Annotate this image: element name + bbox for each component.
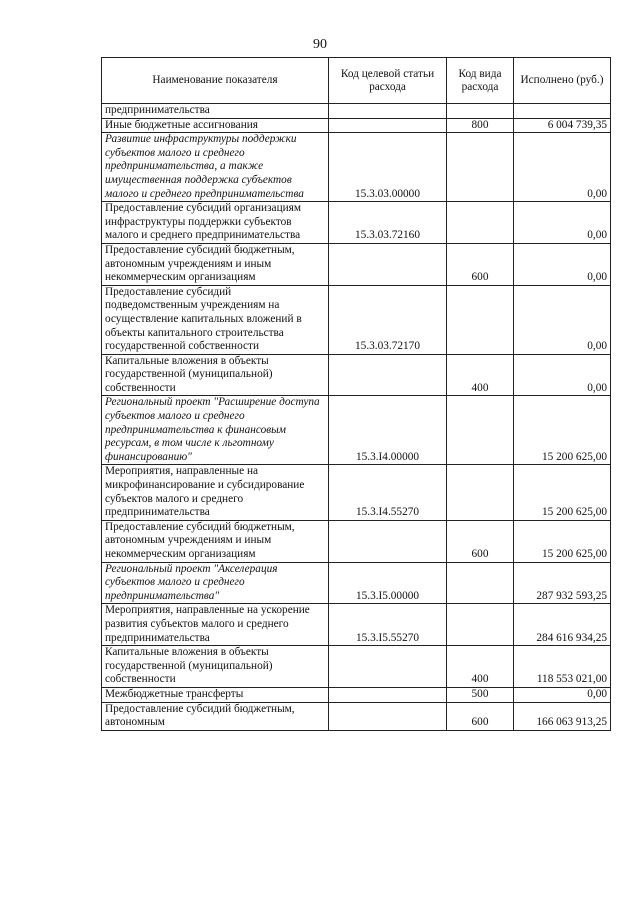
row-expense-kind: 400 xyxy=(447,646,514,688)
row-target-code xyxy=(329,243,447,285)
budget-table xyxy=(101,57,611,731)
row-indicator-name: Капитальные вложения в объекты государственной (муниципальной) собственности xyxy=(102,646,329,688)
row-expense-kind: 500 xyxy=(447,687,514,702)
row-indicator-name: Региональный проект "Акселерация субъектов малого и среднего предпринимательства" xyxy=(102,562,329,604)
row-executed-sum: 15 200 625,00 xyxy=(514,465,611,520)
row-indicator-name: Региональный проект "Расширение доступа субъектов малого и среднего предпринимательства к финансовым ресурсам, в том числе к льготному финансированию" xyxy=(102,396,329,465)
row-indicator-name: Развитие инфраструктуры поддержки субъектов малого и среднего предпринимательства, а также имущественная поддержка субъектов малого и среднего предпринимательства xyxy=(102,133,329,202)
row-indicator-name: Иные бюджетные ассигнования xyxy=(102,118,329,133)
table-row xyxy=(102,702,611,730)
row-indicator-name: Межбюджетные трансферты xyxy=(102,687,329,702)
table-row xyxy=(102,118,611,133)
row-expense-kind xyxy=(447,285,514,354)
row-executed-sum: 287 932 593,25 xyxy=(514,562,611,604)
row-executed-sum: 15 200 625,00 xyxy=(514,396,611,465)
row-indicator-name: Предоставление субсидий подведомственным учреждениям на осуществление капитальных вложений в объекты капитального строительства государственной собственности xyxy=(102,285,329,354)
row-executed-sum: 0,00 xyxy=(514,687,611,702)
table-row xyxy=(102,465,611,520)
row-expense-kind: 600 xyxy=(447,520,514,562)
row-target-code xyxy=(329,702,447,730)
row-expense-kind: 800 xyxy=(447,118,514,133)
row-expense-kind xyxy=(447,396,514,465)
row-indicator-name: Предоставление субсидий бюджетным, автономным учреждениям и иным некоммерческим организациям xyxy=(102,243,329,285)
table-row xyxy=(102,285,611,354)
table-body xyxy=(102,104,611,731)
row-target-code xyxy=(329,646,447,688)
row-indicator-name: Предоставление субсидий бюджетным, автономным xyxy=(102,702,329,730)
row-target-code: 15.3.I4.00000 xyxy=(329,396,447,465)
row-executed-sum: 0,00 xyxy=(514,243,611,285)
row-executed-sum: 0,00 xyxy=(514,285,611,354)
row-executed-sum xyxy=(514,104,611,119)
row-expense-kind: 600 xyxy=(447,702,514,730)
row-expense-kind xyxy=(447,202,514,244)
header-executed-sum: Исполнено (руб.) xyxy=(514,58,611,104)
row-indicator-name: предпринимательства xyxy=(102,104,329,119)
row-expense-kind xyxy=(447,133,514,202)
page-number: 90 xyxy=(313,37,327,52)
row-target-code xyxy=(329,104,447,119)
table-row xyxy=(102,243,611,285)
row-executed-sum: 0,00 xyxy=(514,202,611,244)
row-expense-kind xyxy=(447,562,514,604)
row-executed-sum: 6 004 739,35 xyxy=(514,118,611,133)
row-expense-kind xyxy=(447,604,514,646)
row-expense-kind xyxy=(447,465,514,520)
row-executed-sum: 284 616 934,25 xyxy=(514,604,611,646)
table-row xyxy=(102,646,611,688)
table-row xyxy=(102,202,611,244)
table-header-row xyxy=(102,58,611,104)
row-target-code xyxy=(329,520,447,562)
row-indicator-name: Предоставление субсидий организациям инфраструктуры поддержки субъектов малого и среднего предпринимательства xyxy=(102,202,329,244)
row-target-code: 15.3.I4.55270 xyxy=(329,465,447,520)
row-executed-sum: 166 063 913,25 xyxy=(514,702,611,730)
header-expense-kind: Код вида расхода xyxy=(447,58,514,104)
row-target-code: 15.3.03.72170 xyxy=(329,285,447,354)
row-executed-sum: 118 553 021,00 xyxy=(514,646,611,688)
table-row xyxy=(102,104,611,119)
row-expense-kind: 400 xyxy=(447,354,514,396)
row-target-code: 15.3.I5.00000 xyxy=(329,562,447,604)
row-expense-kind: 600 xyxy=(447,243,514,285)
row-target-code: 15.3.03.72160 xyxy=(329,202,447,244)
row-target-code: 15.3.I5.55270 xyxy=(329,604,447,646)
header-target-code: Код целевой статьи расхода xyxy=(329,58,447,104)
table-row xyxy=(102,562,611,604)
row-target-code xyxy=(329,118,447,133)
row-indicator-name: Мероприятия, направленные на ускорение развития субъектов малого и среднего предпринимательства xyxy=(102,604,329,646)
row-target-code: 15.3.03.00000 xyxy=(329,133,447,202)
row-executed-sum: 0,00 xyxy=(514,133,611,202)
table-row xyxy=(102,687,611,702)
table-row xyxy=(102,133,611,202)
row-indicator-name: Предоставление субсидий бюджетным, автономным учреждениям и иным некоммерческим организациям xyxy=(102,520,329,562)
row-indicator-name: Мероприятия, направленные на микрофинансирование и субсидирование субъектов малого и среднего предпринимательства xyxy=(102,465,329,520)
header-indicator-name: Наименование показателя xyxy=(102,58,329,104)
row-target-code xyxy=(329,687,447,702)
row-target-code xyxy=(329,354,447,396)
table-row xyxy=(102,396,611,465)
row-executed-sum: 0,00 xyxy=(514,354,611,396)
table-row xyxy=(102,604,611,646)
row-expense-kind xyxy=(447,104,514,119)
row-indicator-name: Капитальные вложения в объекты государственной (муниципальной) собственности xyxy=(102,354,329,396)
table-row xyxy=(102,354,611,396)
table-row xyxy=(102,520,611,562)
row-executed-sum: 15 200 625,00 xyxy=(514,520,611,562)
